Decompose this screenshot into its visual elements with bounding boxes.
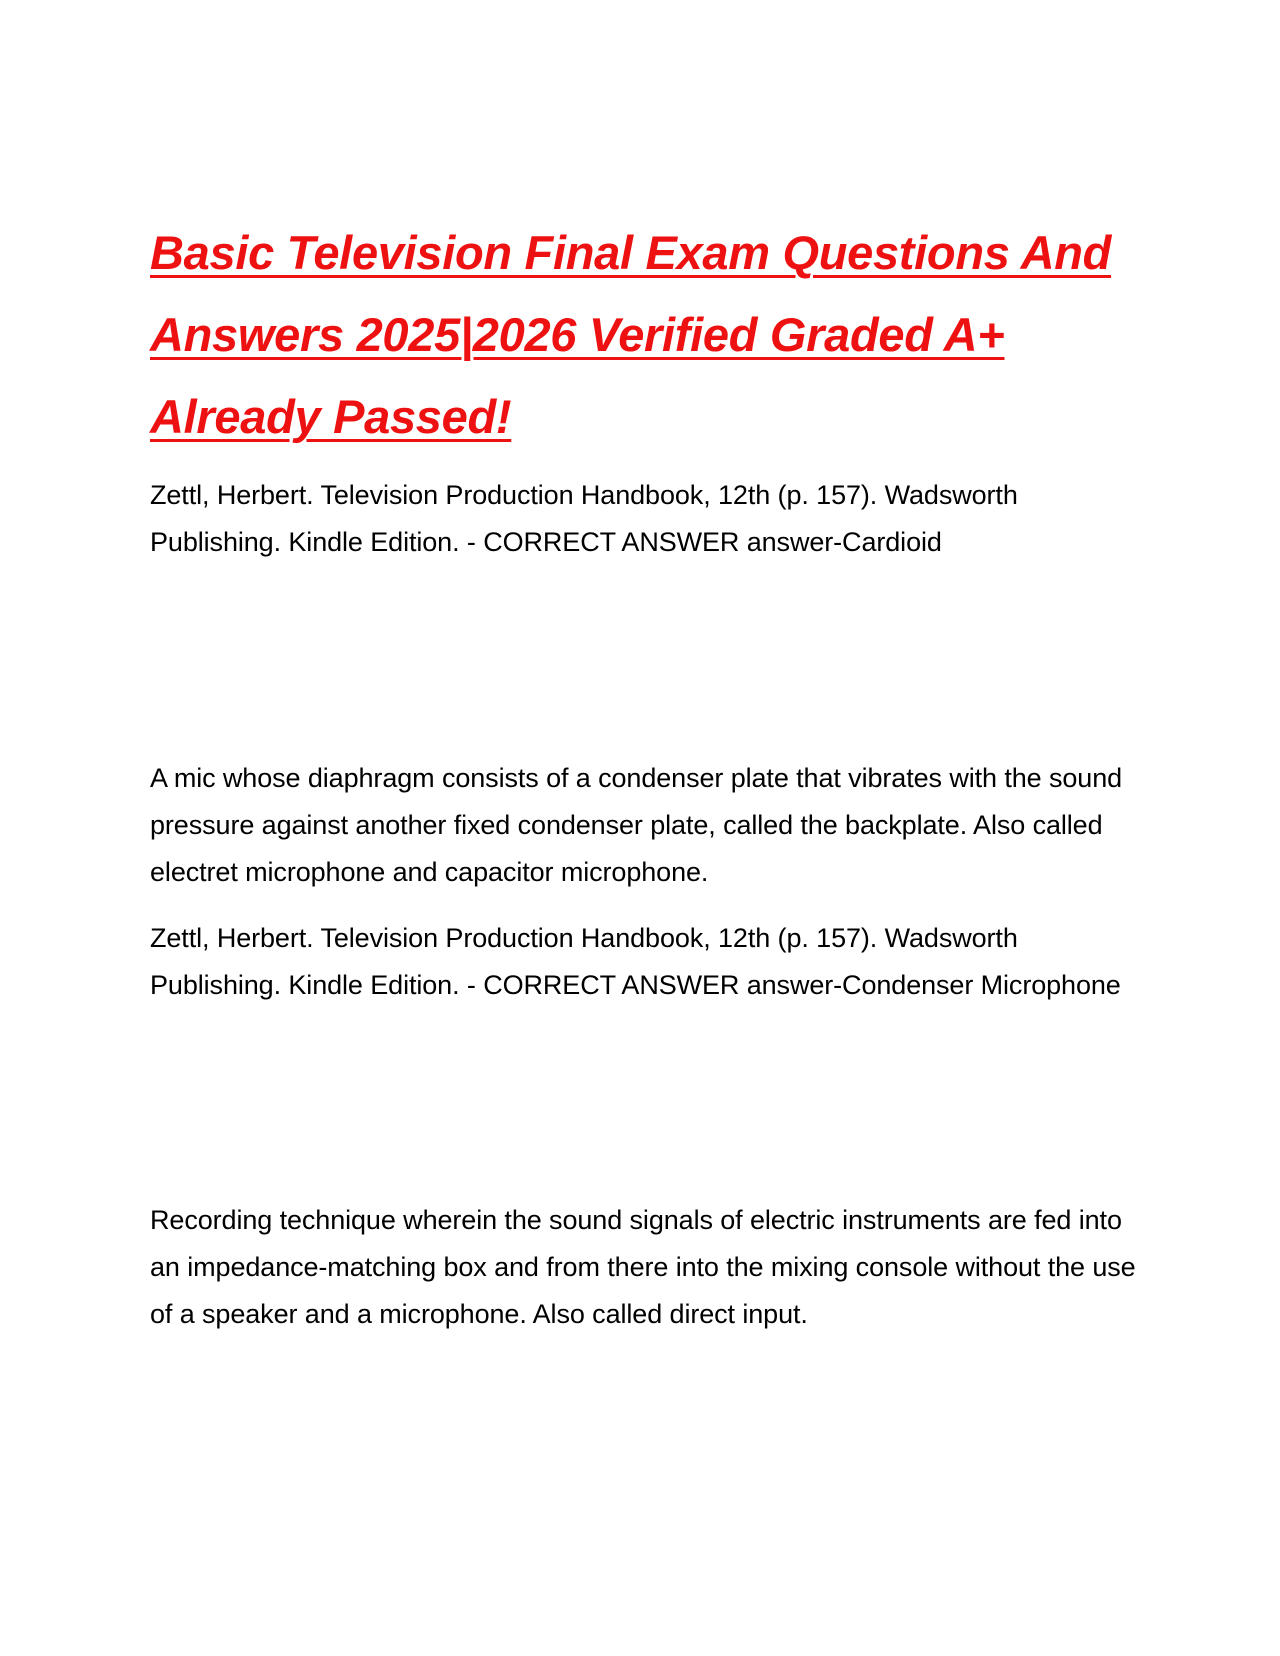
document-title: Basic Television Final Exam Questions And Answers 2025|2026 Verified Graded A+ Already Passed! [150, 226, 1112, 443]
citation-answer-condenser-microphone: Zettl, Herbert. Television Production Handbook, 12th (p. 157). Wadsworth Publishing. Kindle Edition. - CORRECT ANSWER answer-Condenser Microphone [150, 923, 1121, 1000]
question-condenser-microphone: A mic whose diaphragm consists of a condenser plate that vibrates with the sound pressure against another fixed condenser plate, called the backplate. Also called electret microphone and capacitor microphone. [150, 763, 1123, 887]
question-direct-insertion: Recording technique wherein the sound signals of electric instruments are fed into an impedance-matching box and from there into the mixing console without the use of a speaker and a microphone. Also called direct input. [150, 1205, 1136, 1329]
document-page [150, 212, 1136, 1329]
citation-answer-cardioid: Zettl, Herbert. Television Production Handbook, 12th (p. 157). Wadsworth Publishing. Kindle Edition. - CORRECT ANSWER answer-Cardioid [150, 480, 1018, 557]
